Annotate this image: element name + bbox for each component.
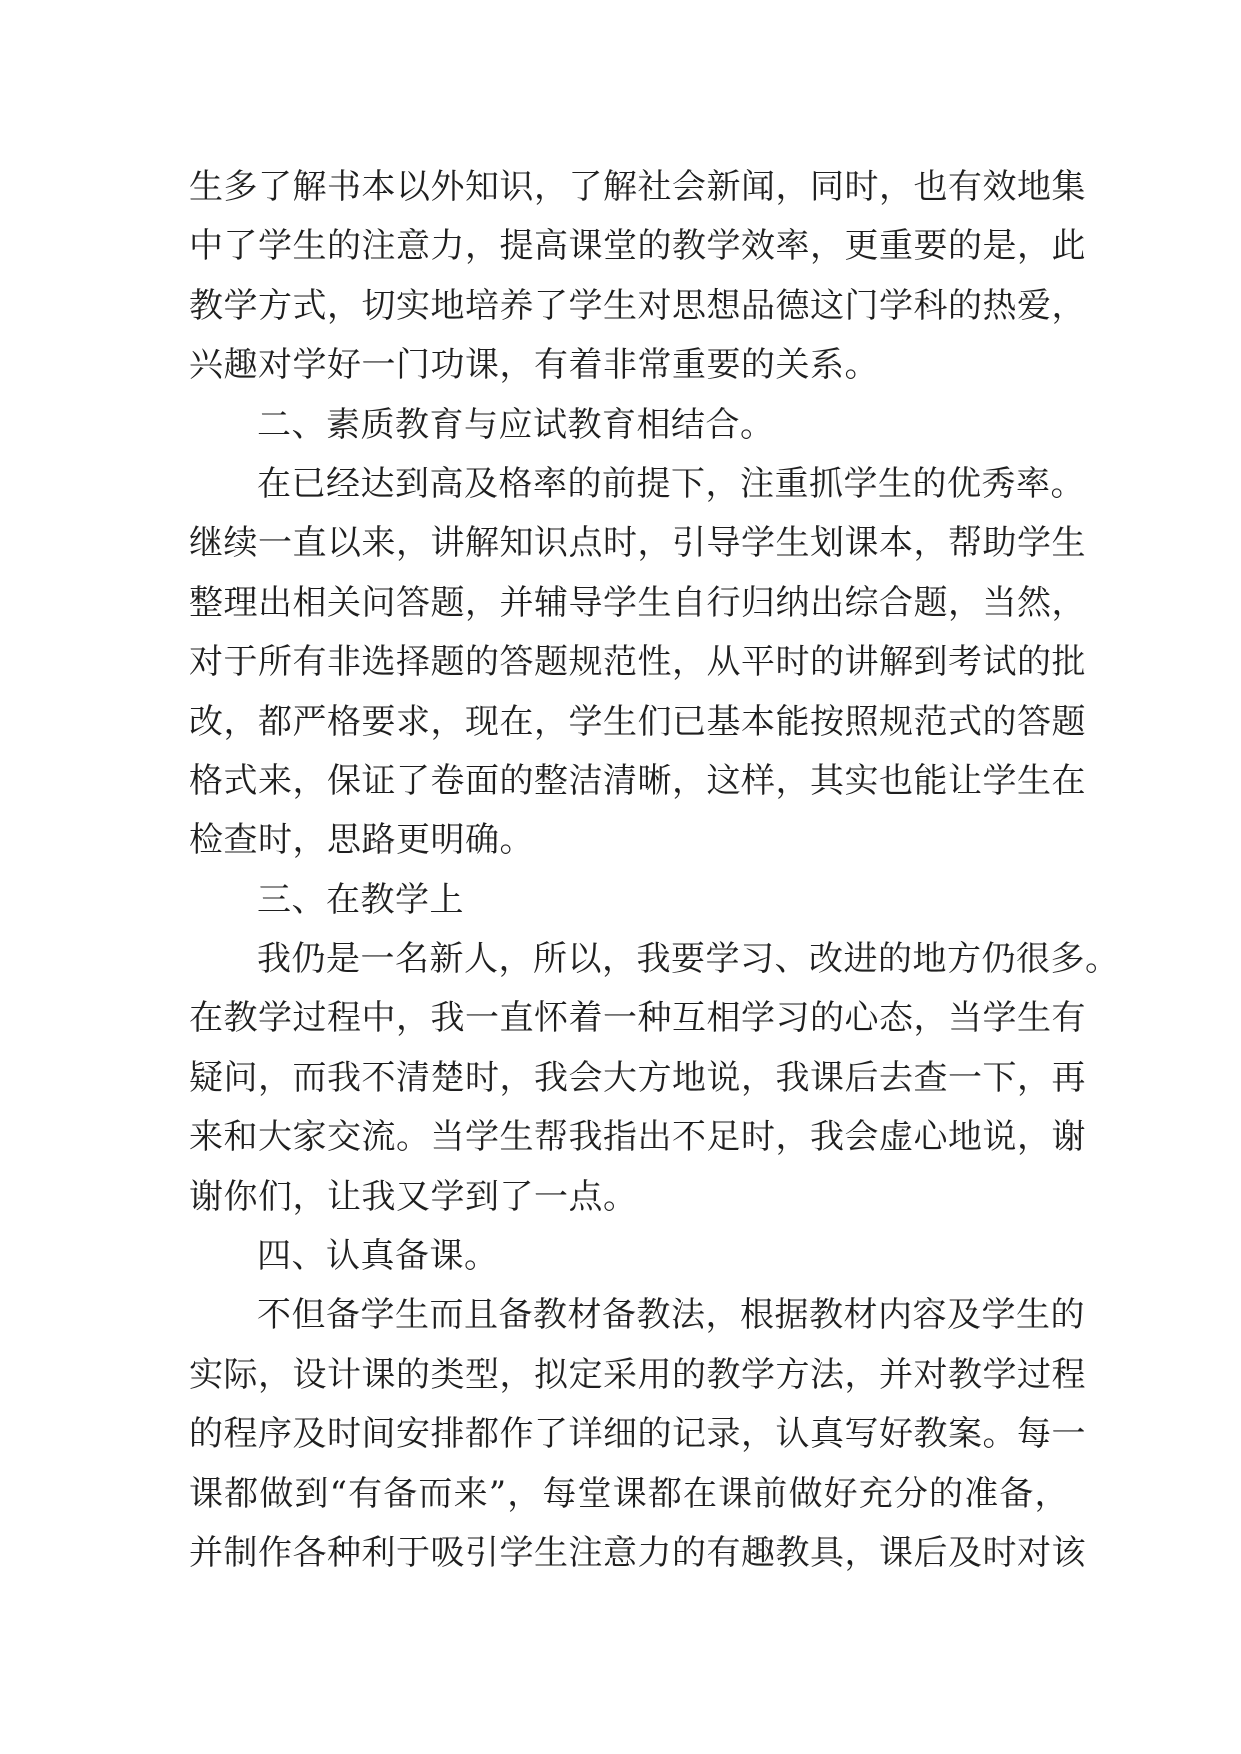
text-line: 课都做到“有备而来”，每堂课都在课前做好充分的准备， <box>189 1473 1069 1514</box>
text-line: 在已经达到高及格率的前提下，注重抓学生的优秀率。 <box>257 463 1085 504</box>
text-line: 并制作各种利于吸引学生注意力的有趣教具，课后及时对该 <box>189 1532 1086 1573</box>
section-heading: 四、认真备课。 <box>257 1236 499 1277</box>
text-line: 谢你们，让我又学到了一点。 <box>189 1176 638 1217</box>
text-line: 兴趣对学好一门功课，有着非常重要的关系。 <box>189 345 879 386</box>
text-line: 对于所有非选择题的答题规范性，从平时的讲解到考试的批 <box>189 642 1086 683</box>
text-line: 在教学过程中，我一直怀着一种互相学习的心态，当学生有 <box>189 998 1086 1039</box>
section-heading: 二、素质教育与应试教育相结合。 <box>257 404 775 445</box>
text-line: 生多了解书本以外知识，了解社会新闻，同时，也有效地集 <box>189 167 1086 207</box>
text-line: 检查时，思路更明确。 <box>189 820 534 861</box>
text-line: 不但备学生而且备教材备教法，根据教材内容及学生的 <box>257 1295 1085 1336</box>
text-line: 疑问，而我不清楚时，我会大方地说，我课后去查一下，再 <box>189 1057 1086 1098</box>
document-body <box>189 158 1120 1583</box>
text-line: 继续一直以来，讲解知识点时，引导学生划课本，帮助学生 <box>189 523 1086 564</box>
text-line: 整理出相关问答题，并辅导学生自行归纳出综合题，当然， <box>189 582 1086 623</box>
text-line: 教学方式，切实地培养了学生对思想品德这门学科的热爱， <box>189 285 1086 326</box>
text-line: 的程序及时间安排都作了详细的记录，认真写好教案。每一 <box>189 1414 1086 1455</box>
section-heading: 三、在教学上 <box>257 879 464 920</box>
text-line: 改，都严格要求，现在，学生们已基本能按照规范式的答题 <box>189 701 1086 742</box>
text-line: 格式来，保证了卷面的整洁清晰，这样，其实也能让学生在 <box>189 760 1086 801</box>
text-line: 来和大家交流。当学生帮我指出不足时，我会虚心地说，谢 <box>189 1117 1086 1158</box>
text-line: 我仍是一名新人，所以，我要学习、改进的地方仍很多。 <box>257 939 1120 980</box>
text-line: 实际，设计课的类型，拟定采用的教学方法，并对教学过程 <box>189 1354 1086 1395</box>
text-line: 中了学生的注意力，提高课堂的教学效率，更重要的是，此 <box>189 226 1086 267</box>
